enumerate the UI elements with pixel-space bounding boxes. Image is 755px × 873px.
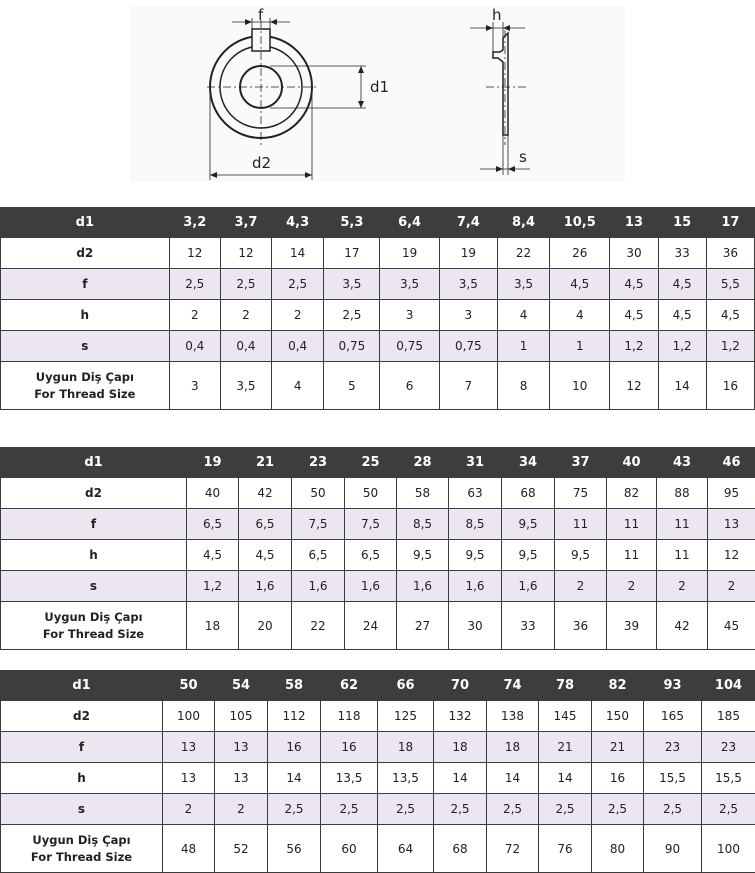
table-cell: 145 — [539, 701, 592, 732]
table-cell: 13,5 — [321, 763, 378, 794]
table-cell: 11 — [607, 509, 657, 540]
row-label — [1, 825, 163, 873]
header-cell: 78 — [539, 671, 592, 701]
table-cell: 0,75 — [439, 331, 497, 362]
table-cell: 2,5 — [539, 794, 592, 825]
table-cell: 4,5 — [550, 269, 610, 300]
table-cell: 8,5 — [449, 509, 502, 540]
table-cell: 16 — [706, 362, 754, 410]
header-cell: 3,7 — [220, 208, 271, 238]
table-cell: 13 — [163, 763, 215, 794]
row-label — [1, 602, 187, 650]
table-cell: 12 — [708, 540, 755, 571]
table-cell: 60 — [321, 825, 378, 873]
table-cell: 48 — [163, 825, 215, 873]
table-cell: 10 — [550, 362, 610, 410]
header-row — [1, 448, 755, 478]
table-cell: 8,5 — [397, 509, 449, 540]
table-cell: 88 — [657, 478, 708, 509]
table-cell: 3 — [169, 362, 220, 410]
row-label: f — [1, 509, 187, 540]
table-cell: 1,2 — [610, 331, 658, 362]
table-cell: 0,75 — [324, 331, 380, 362]
table-cell: 100 — [702, 825, 755, 873]
table-cell: 40 — [187, 478, 239, 509]
table-cell: 1,6 — [345, 571, 397, 602]
header-cell: 25 — [345, 448, 397, 478]
header-label: d1 — [1, 671, 163, 701]
table-cell: 9,5 — [502, 509, 555, 540]
header-cell: 40 — [607, 448, 657, 478]
table-cell: 3 — [380, 300, 439, 331]
header-cell: 19 — [187, 448, 239, 478]
table-cell: 1,2 — [658, 331, 706, 362]
table-cell: 58 — [397, 478, 449, 509]
table-cell: 8 — [497, 362, 549, 410]
table-cell: 2 — [272, 300, 324, 331]
header-cell: 21 — [239, 448, 292, 478]
table-cell: 0,4 — [220, 331, 271, 362]
table-cell: 2,5 — [434, 794, 487, 825]
row-label: s — [1, 331, 170, 362]
table-cell: 19 — [439, 238, 497, 269]
table-cell: 6,5 — [292, 540, 345, 571]
table-cell: 18 — [187, 602, 239, 650]
table-cell: 24 — [345, 602, 397, 650]
table-row-d2 — [1, 478, 755, 509]
table-cell: 1,2 — [187, 571, 239, 602]
row-label: s — [1, 571, 187, 602]
table-cell: 2,5 — [220, 269, 271, 300]
table-cell: 2 — [220, 300, 271, 331]
header-row — [1, 671, 755, 701]
table-cell: 72 — [487, 825, 539, 873]
table-cell: 0,4 — [272, 331, 324, 362]
technical-drawing — [0, 0, 755, 195]
dim-label-d1: d1 — [370, 78, 390, 96]
header-cell: 104 — [702, 671, 755, 701]
row-label: f — [1, 269, 170, 300]
table-row-f — [1, 732, 755, 763]
header-cell: 28 — [397, 448, 449, 478]
table-cell: 82 — [607, 478, 657, 509]
table-cell: 30 — [610, 238, 658, 269]
table-cell: 4,5 — [610, 269, 658, 300]
table-cell: 30 — [449, 602, 502, 650]
table-cell: 13 — [708, 509, 755, 540]
table-cell: 132 — [434, 701, 487, 732]
table-row-thread-size — [1, 825, 755, 873]
table-row-thread-size — [1, 362, 755, 410]
table-row-s — [1, 794, 755, 825]
table-cell: 3,5 — [220, 362, 271, 410]
table-cell: 2 — [163, 794, 215, 825]
table-cell: 39 — [607, 602, 657, 650]
header-row — [1, 208, 755, 238]
table-cell: 33 — [502, 602, 555, 650]
header-cell: 54 — [215, 671, 268, 701]
table-cell: 36 — [555, 602, 607, 650]
table-row-h — [1, 763, 755, 794]
table-cell: 1 — [497, 331, 549, 362]
row-label-en: For Thread Size — [34, 386, 136, 401]
header-cell: 10,5 — [550, 208, 610, 238]
header-cell: 15 — [658, 208, 706, 238]
table-cell: 3,5 — [497, 269, 549, 300]
table-cell: 1 — [550, 331, 610, 362]
table-cell: 2,5 — [592, 794, 644, 825]
table-cell: 13,5 — [378, 763, 434, 794]
table-cell: 14 — [487, 763, 539, 794]
table-cell: 15,5 — [702, 763, 755, 794]
table-cell: 11 — [555, 509, 607, 540]
table-cell: 18 — [434, 732, 487, 763]
table-cell: 22 — [497, 238, 549, 269]
row-label: d2 — [1, 478, 187, 509]
table-cell: 2,5 — [324, 300, 380, 331]
table-cell: 4,5 — [658, 300, 706, 331]
table-cell: 2 — [657, 571, 708, 602]
table-cell: 20 — [239, 602, 292, 650]
table-cell: 13 — [215, 732, 268, 763]
table-cell: 68 — [502, 478, 555, 509]
table-cell: 2,5 — [487, 794, 539, 825]
table-cell: 1,2 — [706, 331, 754, 362]
table-cell: 11 — [657, 509, 708, 540]
table-cell: 12 — [610, 362, 658, 410]
table-cell: 52 — [215, 825, 268, 873]
table-cell: 100 — [163, 701, 215, 732]
header-cell: 43 — [657, 448, 708, 478]
table-cell: 15,5 — [644, 763, 702, 794]
header-cell: 5,3 — [324, 208, 380, 238]
header-cell: 58 — [268, 671, 321, 701]
spec-table-1 — [0, 207, 755, 410]
table-cell: 18 — [487, 732, 539, 763]
table-cell: 9,5 — [502, 540, 555, 571]
table-row-f — [1, 269, 755, 300]
row-label-tr: Uygun Diş Çapı — [44, 609, 143, 624]
table-cell: 4,5 — [658, 269, 706, 300]
table-cell: 50 — [345, 478, 397, 509]
table-cell: 6,5 — [239, 509, 292, 540]
table-cell: 16 — [268, 732, 321, 763]
row-label: h — [1, 540, 187, 571]
table-cell: 4,5 — [610, 300, 658, 331]
row-label: s — [1, 794, 163, 825]
table-row-s — [1, 331, 755, 362]
dim-label-f: f — [258, 6, 264, 24]
table-cell: 12 — [220, 238, 271, 269]
table-cell: 11 — [657, 540, 708, 571]
header-cell: 37 — [555, 448, 607, 478]
table-cell: 50 — [292, 478, 345, 509]
table-cell: 16 — [321, 732, 378, 763]
table-cell: 1,6 — [397, 571, 449, 602]
table-cell: 3,5 — [439, 269, 497, 300]
header-cell: 23 — [292, 448, 345, 478]
table-cell: 105 — [215, 701, 268, 732]
table-cell: 165 — [644, 701, 702, 732]
table-cell: 2 — [708, 571, 755, 602]
table-cell: 2,5 — [644, 794, 702, 825]
header-cell: 50 — [163, 671, 215, 701]
header-cell: 34 — [502, 448, 555, 478]
table-cell: 112 — [268, 701, 321, 732]
table-cell: 4,5 — [187, 540, 239, 571]
table-cell: 2,5 — [378, 794, 434, 825]
table-cell: 185 — [702, 701, 755, 732]
table-cell: 14 — [272, 238, 324, 269]
header-cell: 8,4 — [497, 208, 549, 238]
table-row-s — [1, 571, 755, 602]
header-cell: 4,3 — [272, 208, 324, 238]
table-cell: 42 — [239, 478, 292, 509]
table-cell: 1,6 — [449, 571, 502, 602]
table-cell: 14 — [268, 763, 321, 794]
table-cell: 36 — [706, 238, 754, 269]
header-cell: 70 — [434, 671, 487, 701]
table-cell: 2,5 — [321, 794, 378, 825]
table-cell: 138 — [487, 701, 539, 732]
table-cell: 3,5 — [324, 269, 380, 300]
table-cell: 1,6 — [239, 571, 292, 602]
table-cell: 14 — [434, 763, 487, 794]
table-cell: 21 — [592, 732, 644, 763]
table-cell: 4,5 — [706, 300, 754, 331]
table-cell: 21 — [539, 732, 592, 763]
table-cell: 5,5 — [706, 269, 754, 300]
row-label-en: For Thread Size — [42, 626, 145, 641]
table-cell: 2,5 — [702, 794, 755, 825]
table-cell: 19 — [380, 238, 439, 269]
table-cell: 23 — [644, 732, 702, 763]
table-cell: 6 — [380, 362, 439, 410]
table-cell: 2,5 — [272, 269, 324, 300]
dim-label-s: s — [519, 148, 527, 166]
table-cell: 2 — [555, 571, 607, 602]
table-cell: 4 — [497, 300, 549, 331]
table-cell: 16 — [592, 763, 644, 794]
table-cell: 150 — [592, 701, 644, 732]
table-cell: 7,5 — [292, 509, 345, 540]
header-label: d1 — [1, 208, 170, 238]
table-row-d2 — [1, 701, 755, 732]
table-cell: 6,5 — [345, 540, 397, 571]
table-cell: 2,5 — [169, 269, 220, 300]
row-label: d2 — [1, 238, 170, 269]
header-cell: 3,2 — [169, 208, 220, 238]
header-label: d1 — [1, 448, 187, 478]
table-cell: 80 — [592, 825, 644, 873]
table-cell: 45 — [708, 602, 755, 650]
row-label: d2 — [1, 701, 163, 732]
header-cell: 93 — [644, 671, 702, 701]
table-cell: 7 — [439, 362, 497, 410]
spec-table-2 — [0, 447, 755, 650]
table-cell: 4,5 — [239, 540, 292, 571]
table-cell: 2 — [215, 794, 268, 825]
header-cell: 62 — [321, 671, 378, 701]
row-label-tr: Uygun Diş Çapı — [32, 832, 131, 847]
table-cell: 118 — [321, 701, 378, 732]
row-label: f — [1, 732, 163, 763]
header-cell: 7,4 — [439, 208, 497, 238]
table-cell: 95 — [708, 478, 755, 509]
header-cell: 74 — [487, 671, 539, 701]
table-cell: 18 — [378, 732, 434, 763]
table-cell: 0,75 — [380, 331, 439, 362]
table-cell: 14 — [658, 362, 706, 410]
header-cell: 31 — [449, 448, 502, 478]
dim-label-h: h — [492, 6, 502, 24]
table-cell: 26 — [550, 238, 610, 269]
row-label: h — [1, 763, 163, 794]
table-row-h — [1, 300, 755, 331]
header-cell: 6,4 — [380, 208, 439, 238]
row-label-en: For Thread Size — [30, 849, 133, 864]
table-cell: 5 — [324, 362, 380, 410]
table-cell: 13 — [163, 732, 215, 763]
table-cell: 125 — [378, 701, 434, 732]
table-cell: 42 — [657, 602, 708, 650]
table-cell: 1,6 — [502, 571, 555, 602]
table-cell: 33 — [658, 238, 706, 269]
table-cell: 4 — [550, 300, 610, 331]
dim-label-d2: d2 — [252, 154, 272, 172]
table-cell: 2 — [169, 300, 220, 331]
table-cell: 75 — [555, 478, 607, 509]
table-cell: 9,5 — [555, 540, 607, 571]
table-cell: 3,5 — [380, 269, 439, 300]
table-row-f — [1, 509, 755, 540]
header-cell: 17 — [706, 208, 754, 238]
header-cell: 13 — [610, 208, 658, 238]
table-cell: 14 — [539, 763, 592, 794]
table-cell: 4 — [272, 362, 324, 410]
table-cell: 9,5 — [449, 540, 502, 571]
table-row-thread-size — [1, 602, 755, 650]
table-cell: 76 — [539, 825, 592, 873]
row-label — [1, 362, 170, 410]
table-cell: 68 — [434, 825, 487, 873]
table-cell: 22 — [292, 602, 345, 650]
table-cell: 17 — [324, 238, 380, 269]
table-cell: 6,5 — [187, 509, 239, 540]
table-cell: 63 — [449, 478, 502, 509]
table-row-d2 — [1, 238, 755, 269]
table-cell: 2 — [607, 571, 657, 602]
header-cell: 82 — [592, 671, 644, 701]
table-cell: 11 — [607, 540, 657, 571]
header-cell: 66 — [378, 671, 434, 701]
spec-table-3 — [0, 670, 755, 873]
table-cell: 90 — [644, 825, 702, 873]
table-cell: 64 — [378, 825, 434, 873]
row-label: h — [1, 300, 170, 331]
table-cell: 3 — [439, 300, 497, 331]
table-cell: 56 — [268, 825, 321, 873]
row-label-tr: Uygun Diş Çapı — [35, 369, 134, 384]
table-row-h — [1, 540, 755, 571]
table-cell: 7,5 — [345, 509, 397, 540]
header-cell: 46 — [708, 448, 755, 478]
table-cell: 9,5 — [397, 540, 449, 571]
table-cell: 27 — [397, 602, 449, 650]
table-cell: 12 — [169, 238, 220, 269]
table-cell: 23 — [702, 732, 755, 763]
table-cell: 2,5 — [268, 794, 321, 825]
table-cell: 13 — [215, 763, 268, 794]
table-cell: 0,4 — [169, 331, 220, 362]
table-cell: 1,6 — [292, 571, 345, 602]
